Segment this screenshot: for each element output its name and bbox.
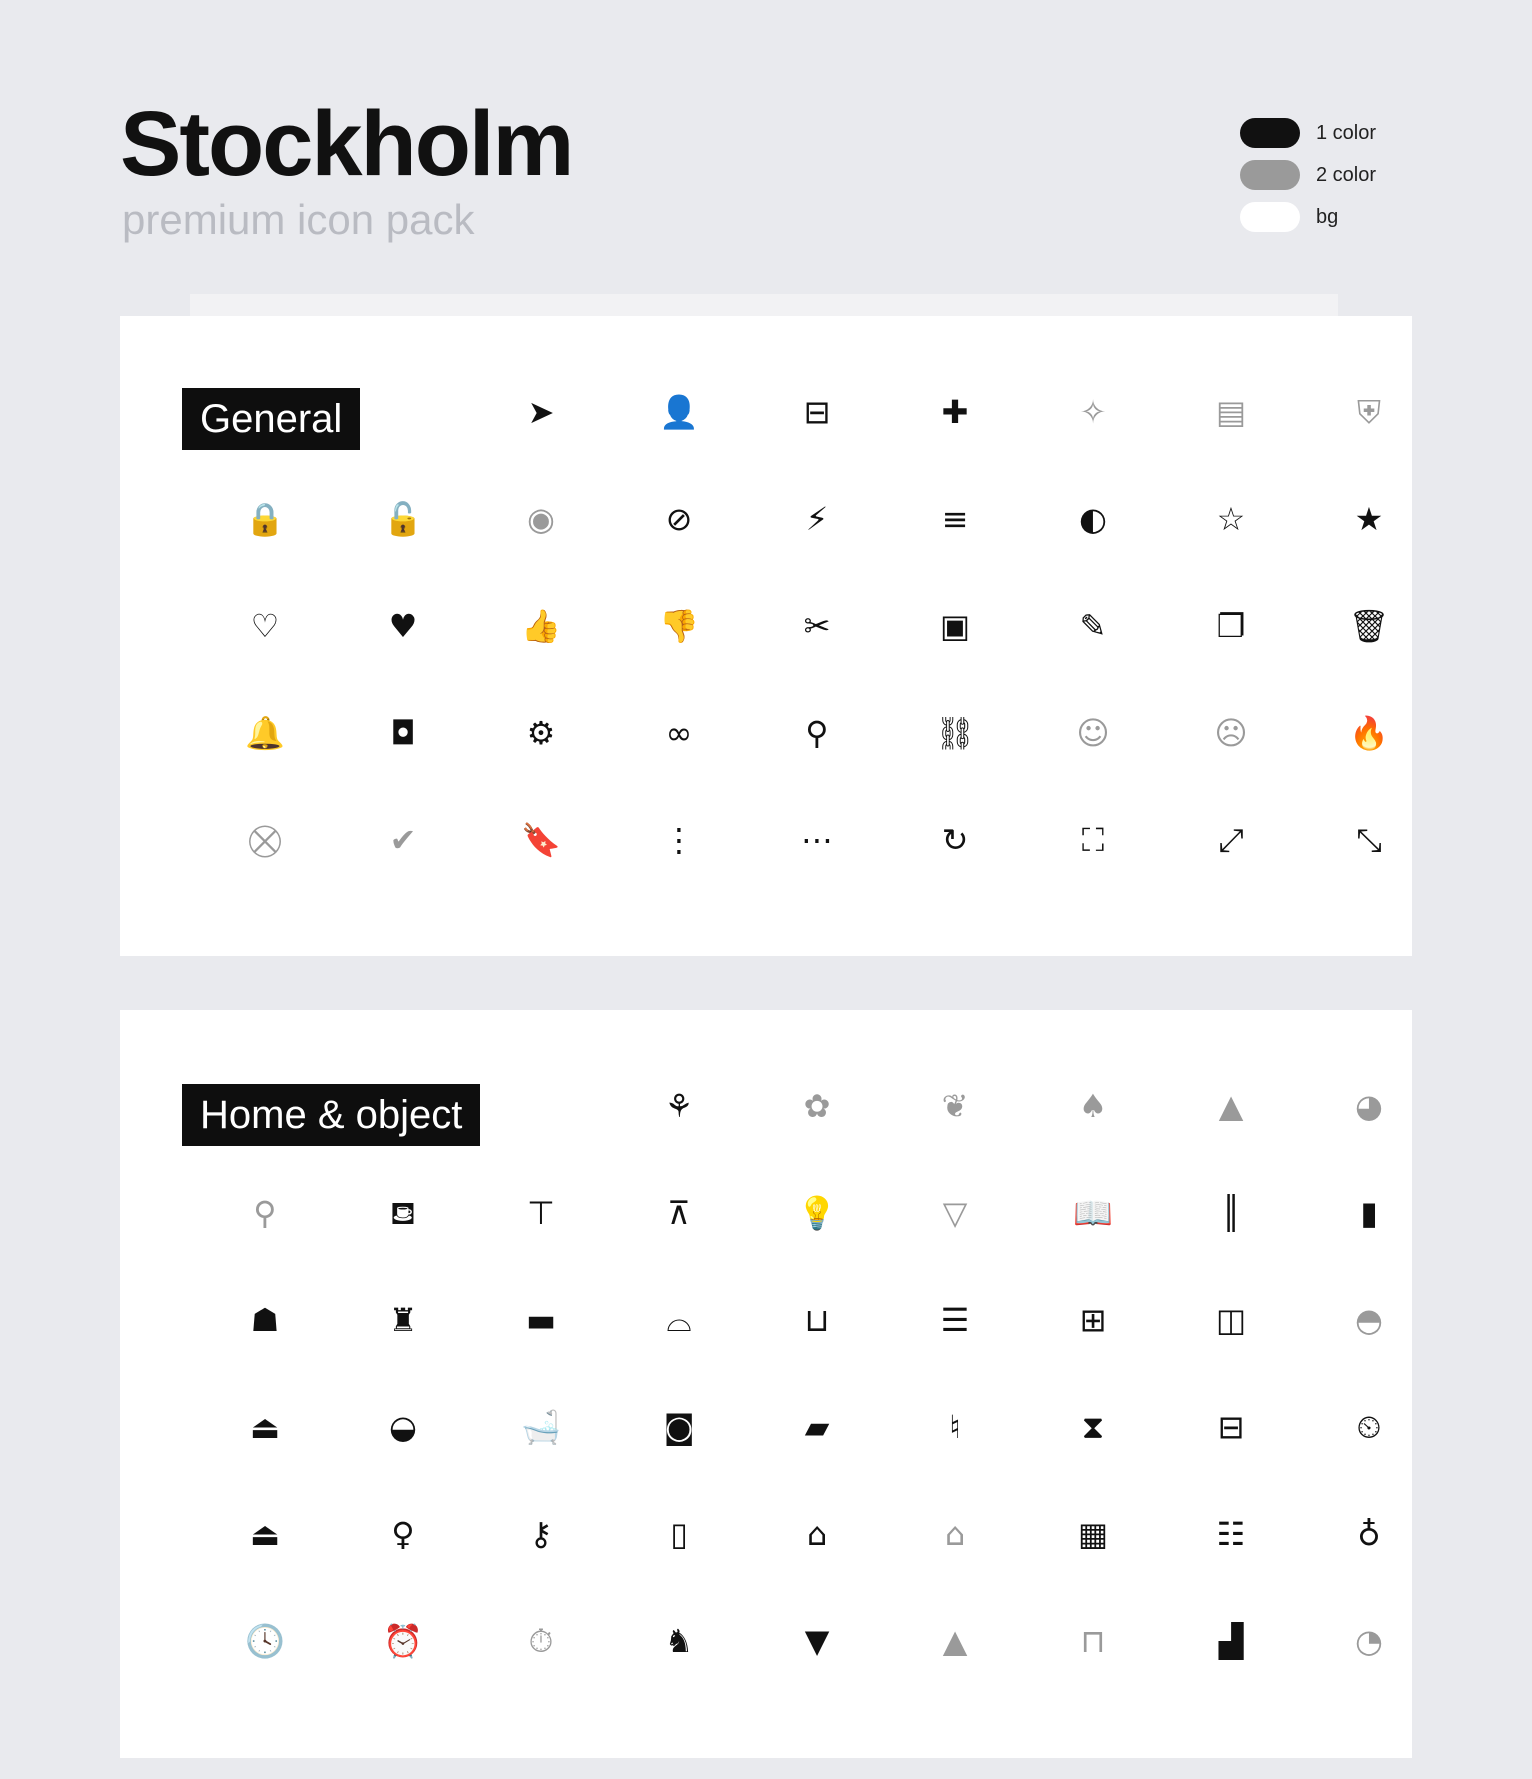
icon-cell bbox=[610, 1480, 748, 1587]
icon-cell bbox=[472, 1159, 610, 1266]
icon-cell bbox=[610, 1373, 748, 1480]
mirror-icon: ♀ bbox=[391, 1514, 415, 1553]
scissors-icon: ✂ bbox=[803, 606, 831, 645]
color-legend bbox=[1240, 112, 1500, 238]
toilet-icon: ◙ bbox=[663, 1407, 695, 1446]
clock-icon: 🕓 bbox=[245, 1621, 285, 1660]
icon-cell bbox=[472, 786, 610, 893]
icon-cell bbox=[1024, 1266, 1162, 1373]
trash-icon: 🗑 bbox=[1348, 606, 1390, 645]
icon-cell bbox=[472, 572, 610, 679]
icon-cell bbox=[472, 1373, 610, 1480]
icon-cell bbox=[334, 1159, 472, 1266]
lock-closed-icon: 🔒 bbox=[245, 499, 285, 538]
icon-cell bbox=[886, 1266, 1024, 1373]
picture-icon: ▲ bbox=[942, 1621, 968, 1660]
cup-icon: ⛾ bbox=[389, 1193, 417, 1232]
star-icon: ★ bbox=[1354, 499, 1384, 538]
duplicate-icon: ❐ bbox=[1216, 606, 1246, 645]
gear-icon: ⚙ bbox=[526, 713, 556, 752]
icon-cell bbox=[472, 1480, 610, 1587]
icon-cell bbox=[1300, 1052, 1438, 1159]
shield-check-icon: ✔ bbox=[389, 820, 417, 859]
toggle-icon: ◐ bbox=[1079, 499, 1107, 538]
icon-cell bbox=[748, 1587, 886, 1694]
icon-cell bbox=[748, 1373, 886, 1480]
icon-cell bbox=[1300, 1480, 1438, 1587]
icon-cell bbox=[334, 1373, 472, 1480]
legend-label: 1 color bbox=[1316, 121, 1377, 144]
icon-cell bbox=[334, 1587, 472, 1694]
flashlight-icon: ⊼ bbox=[667, 1193, 691, 1232]
icon-cell bbox=[196, 1480, 334, 1587]
legend-label: 2 color bbox=[1316, 163, 1377, 186]
icon-cell bbox=[610, 1266, 748, 1373]
icon-cell bbox=[334, 1480, 472, 1587]
bookmark-icon: 🔖 bbox=[521, 820, 561, 859]
thumbs-up-icon: 👍 bbox=[521, 606, 561, 645]
section-label-general: General bbox=[182, 388, 360, 450]
icon-cell bbox=[886, 1159, 1024, 1266]
icon-cell bbox=[748, 679, 886, 786]
icon-cell bbox=[610, 786, 748, 893]
swatch-1-color bbox=[1240, 118, 1300, 148]
refresh-icon: ↻ bbox=[941, 820, 969, 859]
icon-cell bbox=[1300, 1373, 1438, 1480]
label-spacer bbox=[334, 1052, 472, 1159]
icon-cell bbox=[748, 358, 886, 465]
icon-cell bbox=[886, 1052, 1024, 1159]
home-heart-icon: ⌂ bbox=[944, 1514, 966, 1553]
icon-cell bbox=[748, 572, 886, 679]
icon-cell bbox=[1024, 1052, 1162, 1159]
icon-cell bbox=[1162, 786, 1300, 893]
shield-lock-icon: ⛨ bbox=[1356, 392, 1381, 431]
weight-icon: ⏏ bbox=[249, 1514, 281, 1553]
leaf-tree-icon: ♠ bbox=[1078, 1086, 1108, 1125]
icon-cell bbox=[1024, 786, 1162, 893]
icon-cell bbox=[748, 1052, 886, 1159]
toggles-icon: ⊟ bbox=[803, 392, 831, 431]
icon-cell bbox=[1300, 572, 1438, 679]
label-spacer bbox=[472, 1052, 610, 1159]
armchair-icon: ⊔ bbox=[804, 1300, 830, 1339]
icon-cell bbox=[886, 1587, 1024, 1694]
alarm-clock-icon: ⏰ bbox=[383, 1621, 423, 1660]
box-icon: ⊟ bbox=[1217, 1407, 1245, 1446]
towel-icon: ▰ bbox=[804, 1407, 830, 1446]
lock-open-icon: 🔓 bbox=[383, 499, 423, 538]
link-icon: ⛓ bbox=[934, 713, 976, 752]
icon-cell bbox=[196, 679, 334, 786]
fullscreen-icon: ⛶ bbox=[1081, 820, 1105, 859]
icon-cell bbox=[1024, 358, 1162, 465]
icon-cell bbox=[1300, 1159, 1438, 1266]
bed-icon: ▬ bbox=[525, 1300, 557, 1339]
sad-icon: ☹ bbox=[1214, 713, 1248, 752]
bathtub-icon: 🛁 bbox=[521, 1407, 561, 1446]
icon-cell bbox=[886, 1480, 1024, 1587]
ceiling-lamp-icon: ◒ bbox=[389, 1407, 417, 1446]
icon-cell bbox=[472, 679, 610, 786]
page-subtitle: premium icon pack bbox=[122, 196, 475, 243]
icon-cell bbox=[1162, 358, 1300, 465]
icon-cell bbox=[196, 1373, 334, 1480]
icon-cell bbox=[1024, 1587, 1162, 1694]
floppy-disk-icon: ▣ bbox=[939, 606, 971, 645]
icon-cell bbox=[196, 1159, 334, 1266]
icon-cell bbox=[610, 572, 748, 679]
lotus-icon: ❦ bbox=[941, 1086, 969, 1125]
dresser-icon: ⊞ bbox=[1079, 1300, 1107, 1339]
thumbs-down-icon: 👎 bbox=[659, 606, 699, 645]
chair-icon: ♜ bbox=[388, 1300, 418, 1339]
building-icon: ▦ bbox=[1077, 1514, 1109, 1553]
icon-cell bbox=[610, 1159, 748, 1266]
icon-cell bbox=[334, 572, 472, 679]
icon-cell bbox=[334, 786, 472, 893]
section-label-home: Home & object bbox=[182, 1084, 480, 1146]
icon-cell bbox=[610, 1587, 748, 1694]
home-icon-grid bbox=[196, 1052, 1438, 1694]
globe-icon: ♁ bbox=[1357, 1514, 1381, 1553]
icon-cell bbox=[196, 572, 334, 679]
broom-icon: ⚲ bbox=[253, 1193, 277, 1232]
half-heart-icon: ♡ bbox=[250, 606, 280, 645]
page-title: Stockholm bbox=[120, 93, 573, 195]
icon-cell bbox=[610, 465, 748, 572]
panel-shadow bbox=[190, 294, 1338, 316]
flower-icon: ✿ bbox=[803, 1086, 831, 1125]
wardrobe-icon: ◫ bbox=[1215, 1300, 1247, 1339]
legend-label: bg bbox=[1316, 205, 1339, 228]
icon-cell bbox=[886, 679, 1024, 786]
user-icon: 👤 bbox=[659, 392, 699, 431]
books-icon: ║ bbox=[1221, 1193, 1241, 1232]
icon-cell bbox=[1024, 1373, 1162, 1480]
icon-cell bbox=[886, 465, 1024, 572]
bulb-icon: ▽ bbox=[942, 1193, 968, 1232]
icon-cell bbox=[472, 1266, 610, 1373]
icon-cell bbox=[1162, 1373, 1300, 1480]
icon-cell bbox=[1162, 679, 1300, 786]
table-lamp-icon: ⏏ bbox=[249, 1407, 281, 1446]
plant-pot-icon: ⚘ bbox=[664, 1086, 694, 1125]
bean-bag-icon: ◓ bbox=[1355, 1300, 1383, 1339]
table-icon: ⊤ bbox=[527, 1193, 555, 1232]
icon-cell bbox=[1300, 465, 1438, 572]
icon-cell bbox=[1024, 572, 1162, 679]
eye-icon: ◉ bbox=[527, 499, 555, 538]
door-open-icon: ▯ bbox=[670, 1514, 688, 1553]
legend-item-2-color bbox=[1240, 154, 1500, 196]
swatch-bg bbox=[1240, 202, 1300, 232]
icon-cell bbox=[472, 358, 610, 465]
icon-cell bbox=[472, 465, 610, 572]
open-book-icon: 📖 bbox=[1073, 1193, 1113, 1232]
swatch-2-color bbox=[1240, 160, 1300, 190]
icon-cell bbox=[886, 572, 1024, 679]
icon-cell bbox=[1300, 679, 1438, 786]
notification-icon: ◘ bbox=[390, 713, 416, 752]
heart-icon: ♥ bbox=[388, 606, 418, 645]
key-icon: ⚷ bbox=[529, 1514, 553, 1553]
smile-icon: ☺ bbox=[1076, 713, 1110, 752]
icon-cell bbox=[886, 786, 1024, 893]
icon-cell bbox=[748, 1480, 886, 1587]
ice-cream-icon: ▼ bbox=[804, 1621, 830, 1660]
general-icon-grid bbox=[196, 358, 1438, 893]
icon-cell bbox=[886, 1373, 1024, 1480]
fire-icon: 🔥 bbox=[1349, 713, 1389, 752]
search-icon: ⚲ bbox=[805, 713, 829, 752]
fast-lightning-icon: ≡ bbox=[941, 499, 969, 538]
icon-cell bbox=[748, 786, 886, 893]
home-icon: ⌂ bbox=[806, 1514, 828, 1553]
lightning-icon: ⚡ bbox=[805, 499, 829, 538]
icon-cell bbox=[472, 1587, 610, 1694]
icon-cell bbox=[748, 1159, 886, 1266]
icon-cell bbox=[1300, 1587, 1438, 1694]
shield-x-icon: ⛒ bbox=[248, 820, 282, 859]
sofa-icon: ⌓ bbox=[666, 1300, 692, 1339]
icon-cell bbox=[196, 786, 334, 893]
magic-wand-icon: ✧ bbox=[1079, 392, 1107, 431]
general-panel bbox=[120, 316, 1412, 956]
fireplace-icon: ⊓ bbox=[1080, 1621, 1106, 1660]
stopwatch-icon: ⏱ bbox=[528, 1621, 554, 1660]
pencil-icon: ✎ bbox=[1079, 606, 1107, 645]
half-star-icon: ☆ bbox=[1216, 499, 1246, 538]
earth-icon: ◕ bbox=[1355, 1086, 1383, 1125]
icon-cell bbox=[1162, 1266, 1300, 1373]
icon-cell bbox=[196, 1587, 334, 1694]
more-horizontal-icon: ⋯ bbox=[801, 820, 833, 859]
cursor-icon: ➤ bbox=[527, 392, 555, 431]
shrink-icon: ⤡ bbox=[1356, 820, 1382, 859]
more-vertical-icon: ⋮ bbox=[663, 820, 695, 859]
icon-cell bbox=[1162, 1159, 1300, 1266]
icon-cell bbox=[1162, 1587, 1300, 1694]
curtains-icon: ⧗ bbox=[1081, 1407, 1105, 1446]
label-spacer bbox=[196, 1052, 334, 1159]
ai-bulb-icon: ◔ bbox=[1355, 1621, 1383, 1660]
egg-chair-icon: ☗ bbox=[250, 1300, 280, 1339]
icon-cell bbox=[196, 1266, 334, 1373]
weight-scale-icon: ⏲ bbox=[1356, 1407, 1382, 1446]
icon-cell bbox=[196, 465, 334, 572]
label-spacer bbox=[196, 358, 334, 465]
bell-icon: 🔔 bbox=[245, 713, 285, 752]
icon-cell bbox=[1024, 679, 1162, 786]
hanger-icon: ♮ bbox=[949, 1407, 961, 1446]
icon-cell bbox=[610, 679, 748, 786]
home-panel bbox=[120, 1010, 1412, 1758]
dala-horse-icon: ♞ bbox=[664, 1621, 694, 1660]
legend-item-bg bbox=[1240, 196, 1500, 238]
stairs-icon: ▟ bbox=[1218, 1621, 1244, 1660]
icon-cell bbox=[1024, 1480, 1162, 1587]
book-icon: ▮ bbox=[1360, 1193, 1378, 1232]
icon-cell bbox=[334, 679, 472, 786]
icon-cell bbox=[748, 465, 886, 572]
eye-hidden-icon: ⊘ bbox=[665, 499, 693, 538]
icon-cell bbox=[334, 1266, 472, 1373]
icon-cell bbox=[1162, 465, 1300, 572]
icon-cell bbox=[1162, 572, 1300, 679]
icon-cell bbox=[1300, 1266, 1438, 1373]
label-spacer bbox=[334, 358, 472, 465]
binoculars-icon: ∞ bbox=[665, 713, 693, 752]
icon-cell bbox=[610, 358, 748, 465]
icon-cell bbox=[1024, 465, 1162, 572]
expand-icon: ⤢ bbox=[1218, 820, 1244, 859]
icon-cell bbox=[1162, 1480, 1300, 1587]
icon-cell bbox=[1024, 1159, 1162, 1266]
icon-cell bbox=[748, 1266, 886, 1373]
clipboard-icon: ▤ bbox=[1215, 392, 1247, 431]
icon-cell bbox=[1300, 786, 1438, 893]
pine-tree-icon: ▲ bbox=[1218, 1086, 1244, 1125]
icon-cell bbox=[610, 1052, 748, 1159]
lightbulb-icon: 💡 bbox=[797, 1193, 837, 1232]
drawers-icon: ☰ bbox=[940, 1300, 970, 1339]
ladder-icon: ☷ bbox=[1216, 1514, 1246, 1553]
icon-cell bbox=[334, 465, 472, 572]
icon-cell bbox=[886, 358, 1024, 465]
bandage-icon: ✚ bbox=[941, 392, 969, 431]
legend-item-1-color bbox=[1240, 112, 1500, 154]
icon-cell bbox=[1300, 358, 1438, 465]
icon-cell bbox=[1162, 1052, 1300, 1159]
